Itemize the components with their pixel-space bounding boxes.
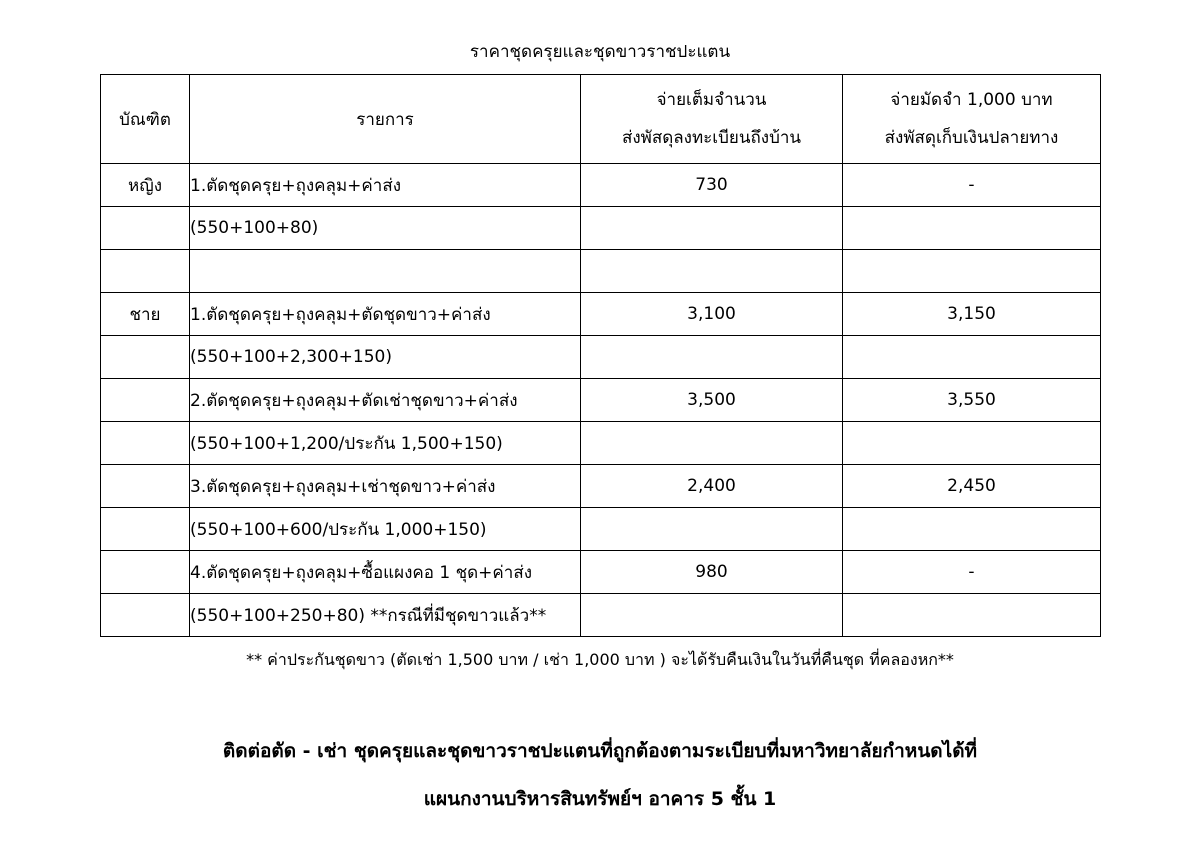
cell-deposit-price <box>843 422 1101 465</box>
cell-item: 4.ตัดชุดครุย+ถุงคลุม+ซื้อแผงคอ 1 ชุด+ค่าส่ง <box>190 551 581 594</box>
table-row <box>101 379 1101 422</box>
table-row <box>101 594 1101 637</box>
cell-full-price <box>581 508 843 551</box>
cell-full-price <box>581 594 843 637</box>
header-deposit-line1: จ่ายมัดจำ 1,000 บาท <box>890 90 1053 110</box>
cell-deposit-price: - <box>843 551 1101 594</box>
cell-full-price: 980 <box>581 551 843 594</box>
cell-graduate <box>101 379 190 422</box>
table-row <box>101 207 1101 250</box>
table-header-row <box>101 75 1101 164</box>
price-table <box>100 74 1101 637</box>
cell-full-price: 730 <box>581 164 843 207</box>
header-full-payment <box>581 75 843 164</box>
contact-line-1: ติดต่อตัด - เช่า ชุดครุยและชุดขาวราชปะแตนที่ถูกต้องตามระเบียบที่มหาวิทยาลัยกำหนดได้ที่ <box>222 740 978 762</box>
cell-item: 3.ตัดชุดครุย+ถุงคลุม+เช่าชุดขาว+ค่าส่ง <box>190 465 581 508</box>
header-graduate: บัณฑิต <box>101 75 190 164</box>
cell-item: (550+100+80) <box>190 207 581 250</box>
table-row <box>101 293 1101 336</box>
table-row <box>101 551 1101 594</box>
cell-item: (550+100+600/ประกัน 1,000+150) <box>190 508 581 551</box>
cell-deposit-price: - <box>843 164 1101 207</box>
cell-graduate <box>101 594 190 637</box>
cell-deposit-price <box>843 508 1101 551</box>
cell-deposit-price <box>843 250 1101 293</box>
cell-graduate <box>101 207 190 250</box>
header-deposit-line2: ส่งพัสดุเก็บเงินปลายทาง <box>884 128 1059 148</box>
header-full-payment-line1: จ่ายเต็มจำนวน <box>656 90 767 110</box>
contact-line-2: แผนกงานบริหารสินทรัพย์ฯ อาคาร 5 ชั้น 1 <box>423 788 777 810</box>
header-full-payment-line2: ส่งพัสดุลงทะเบียนถึงบ้าน <box>621 128 802 148</box>
table-row <box>101 336 1101 379</box>
page-title: ราคาชุดครุยและชุดขาวราชปะแตน <box>469 42 731 62</box>
cell-full-price <box>581 422 843 465</box>
cell-deposit-price: 3,550 <box>843 379 1101 422</box>
cell-full-price: 2,400 <box>581 465 843 508</box>
cell-item: (550+100+1,200/ประกัน 1,500+150) <box>190 422 581 465</box>
cell-graduate <box>101 465 190 508</box>
table-row <box>101 164 1101 207</box>
cell-graduate <box>101 336 190 379</box>
table-row <box>101 422 1101 465</box>
table-row <box>101 465 1101 508</box>
cell-graduate <box>101 551 190 594</box>
cell-graduate: ชาย <box>101 293 190 336</box>
cell-graduate <box>101 422 190 465</box>
cell-graduate: หญิง <box>101 164 190 207</box>
cell-item <box>190 250 581 293</box>
cell-deposit-price: 2,450 <box>843 465 1101 508</box>
cell-item: 2.ตัดชุดครุย+ถุงคลุม+ตัดเช่าชุดขาว+ค่าส่ง <box>190 379 581 422</box>
table-row <box>101 250 1101 293</box>
cell-graduate <box>101 250 190 293</box>
cell-deposit-price: 3,150 <box>843 293 1101 336</box>
cell-deposit-price <box>843 207 1101 250</box>
cell-full-price: 3,500 <box>581 379 843 422</box>
cell-full-price <box>581 250 843 293</box>
cell-item: 1.ตัดชุดครุย+ถุงคลุม+ตัดชุดขาว+ค่าส่ง <box>190 293 581 336</box>
cell-graduate <box>101 508 190 551</box>
header-item: รายการ <box>190 75 581 164</box>
cell-item: (550+100+250+80) **กรณีที่มีชุดขาวแล้ว** <box>190 594 581 637</box>
header-deposit <box>843 75 1101 164</box>
table-row <box>101 508 1101 551</box>
cell-item: 1.ตัดชุดครุย+ถุงคลุม+ค่าส่ง <box>190 164 581 207</box>
cell-deposit-price <box>843 594 1101 637</box>
cell-full-price <box>581 207 843 250</box>
cell-deposit-price <box>843 336 1101 379</box>
deposit-refund-note: ** ค่าประกันชุดขาว (ตัดเช่า 1,500 บาท / เช่า 1,000 บาท ) จะได้รับคืนเงินในวันที่คืนชุด ที่คลองหก** <box>246 650 954 669</box>
cell-full-price: 3,100 <box>581 293 843 336</box>
cell-full-price <box>581 336 843 379</box>
cell-item: (550+100+2,300+150) <box>190 336 581 379</box>
